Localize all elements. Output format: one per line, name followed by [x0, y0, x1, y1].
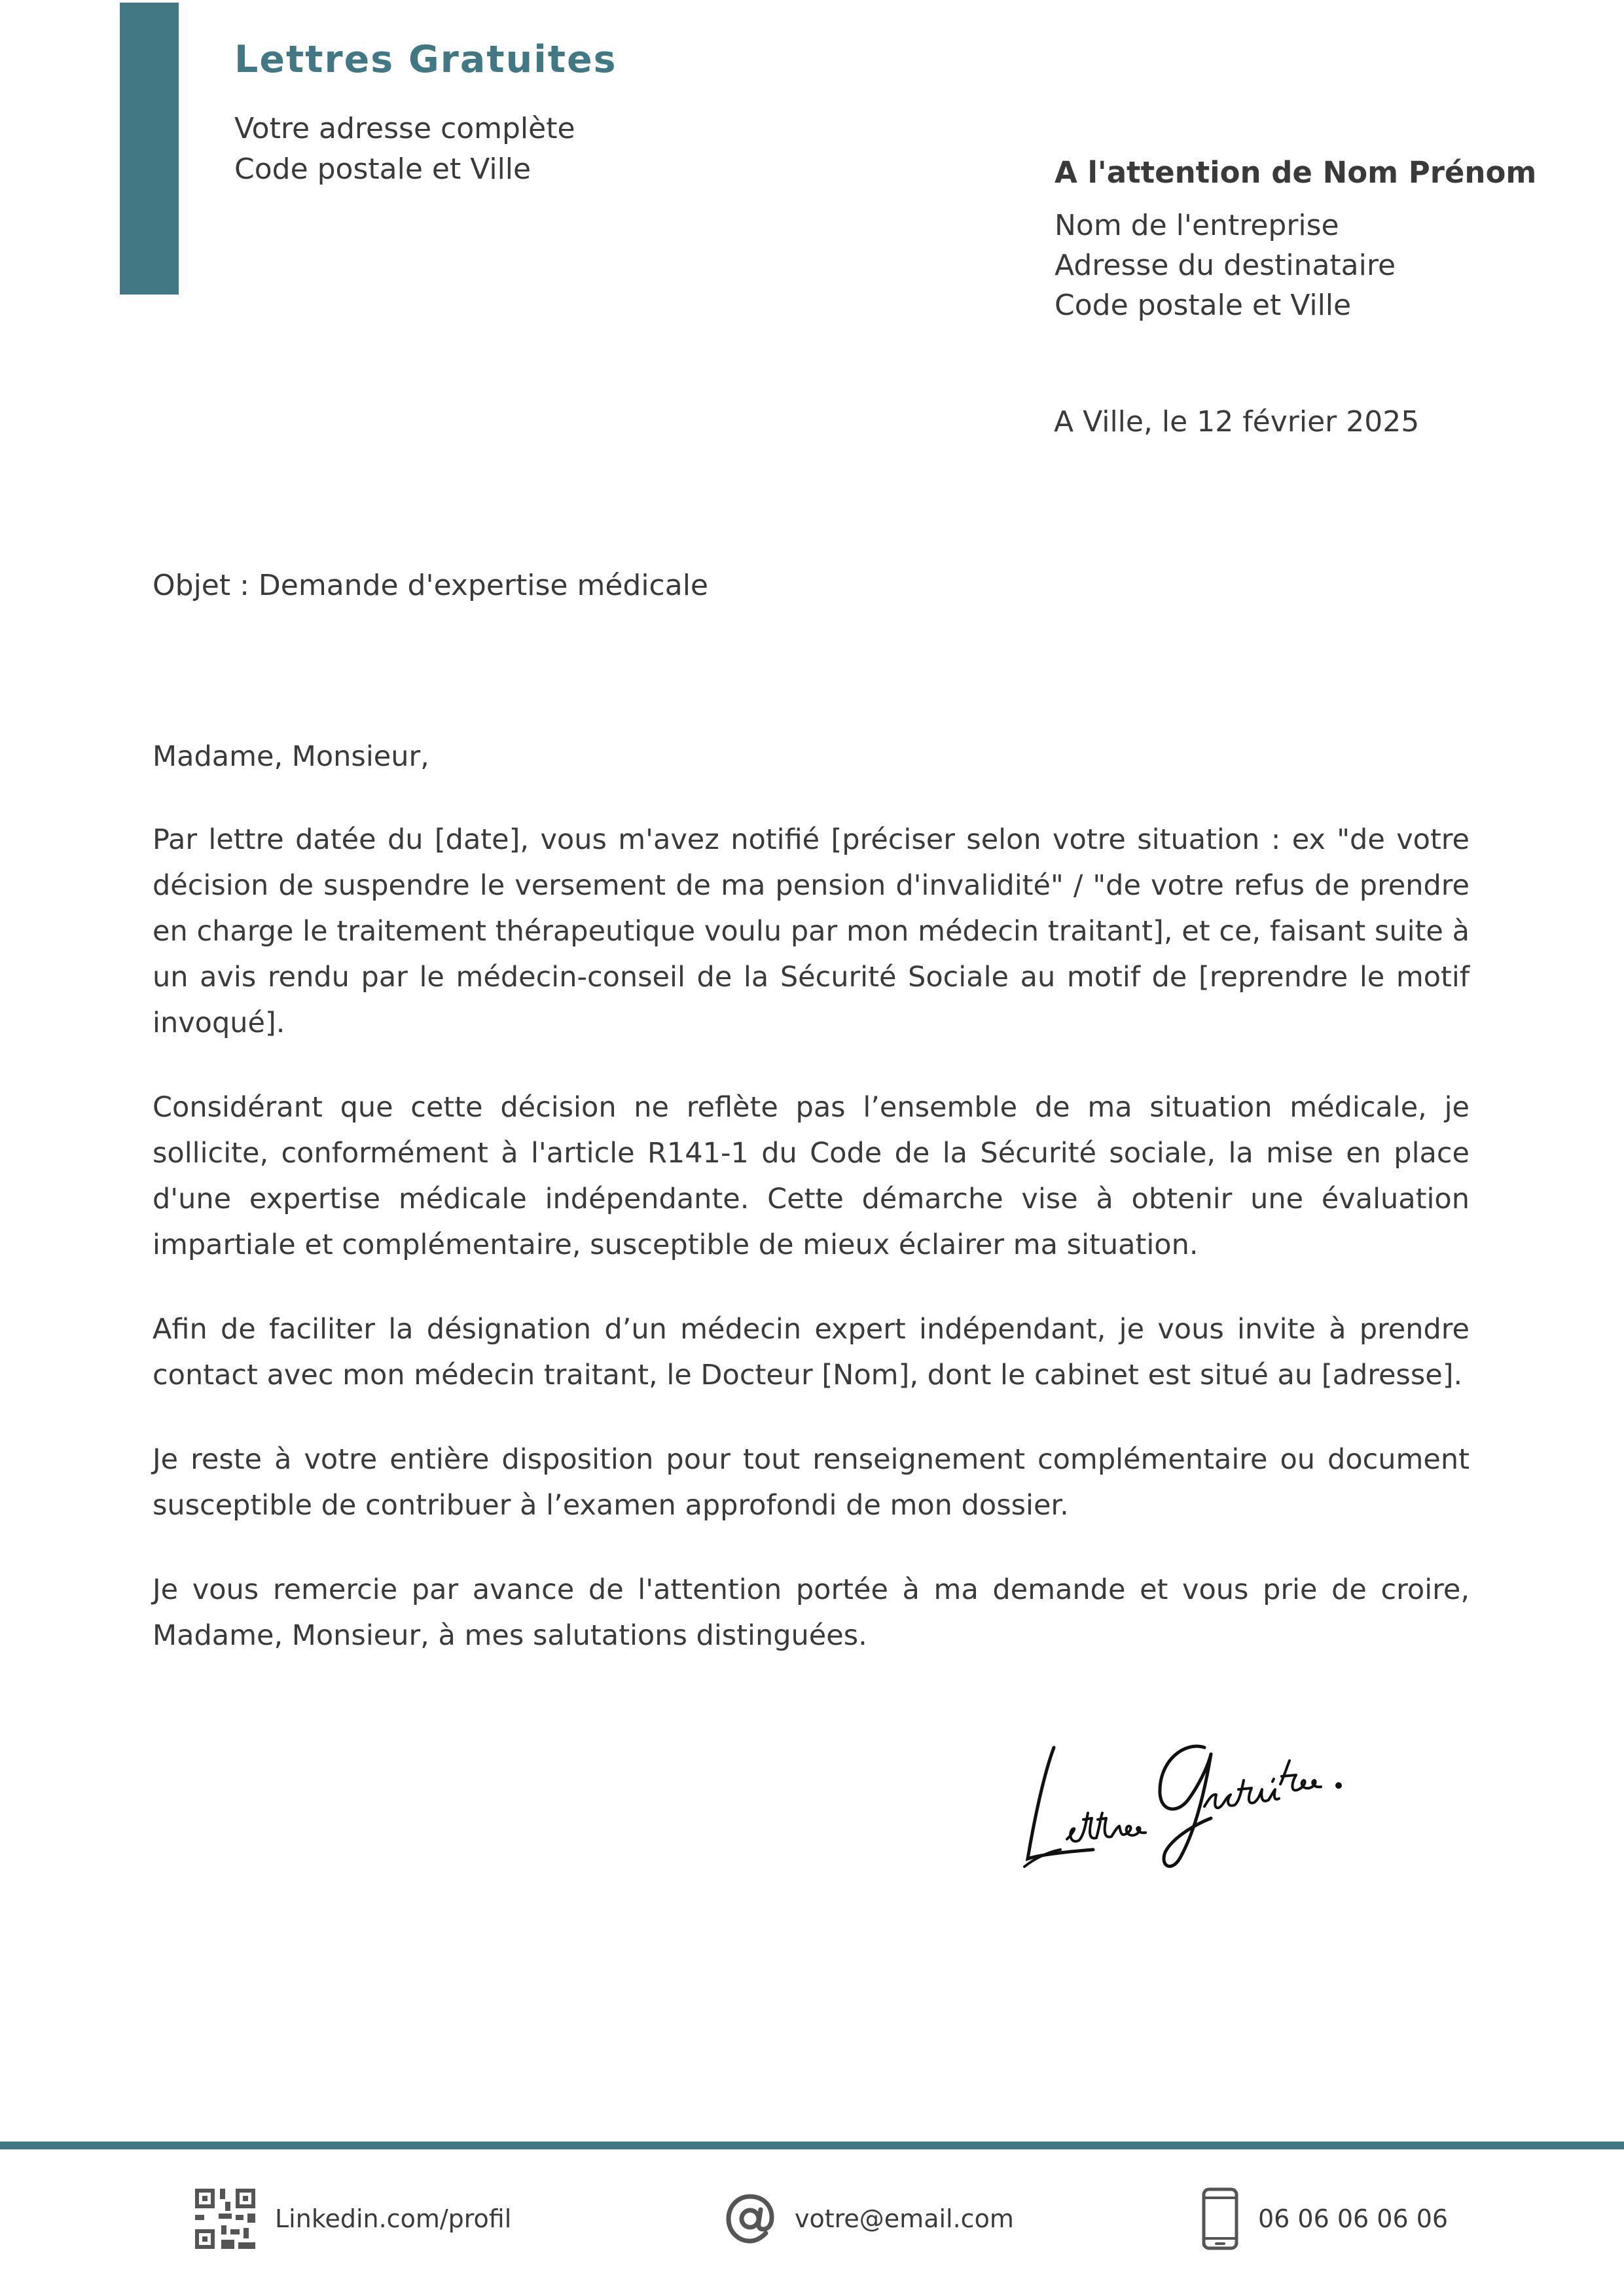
qr-code-icon [195, 2189, 255, 2249]
email-text: votre@email.com [795, 2204, 1014, 2233]
body-paragraph: Considérant que cette décision ne reflète pas l’ensemble de ma situation médicale, je sollicite, conformément à l'article R141-1 du Code de la Sécurité sociale, la mise en place d'une expertise médicale indépendante. Cette démarche vise à obtenir une évaluation impartiale et complémentaire, susceptible de mieux éclairer ma situation. [153, 1091, 1470, 1261]
sender-brand-name: Lettres Gratuites [234, 38, 617, 81]
footer-divider [0, 2142, 1624, 2149]
body-paragraph: Afin de faciliter la désignation d’un médecin expert indépendant, je vous invite à prendre contact avec mon médecin traitant, le Docteur [Nom], dont le cabinet est situé au [adresse]. [153, 1313, 1470, 1391]
recipient-company: Nom de l'entreprise [1055, 209, 1339, 242]
letter-subject: Objet : Demande d'expertise médicale [153, 569, 708, 602]
footer-phone[interactable] [1202, 2186, 1448, 2251]
linkedin-text: Linkedin.com/profil [275, 2204, 512, 2233]
sender-address-block [234, 109, 575, 190]
recipient-city: Code postale et Ville [1055, 289, 1352, 322]
letter-greeting: Madame, Monsieur, [153, 740, 429, 773]
body-paragraph: Je reste à votre entière disposition pour tout renseignement complémentaire ou document susceptible de contribuer à l’examen approfondi de mon dossier. [153, 1443, 1470, 1522]
recipient-address: Adresse du destinataire [1055, 249, 1396, 282]
mobile-phone-icon [1202, 2187, 1238, 2250]
at-sign-icon [725, 2194, 775, 2244]
recipient-block [1055, 152, 1536, 325]
sender-city-line: Code postale et Ville [234, 152, 532, 186]
sender-address-line: Votre adresse complète [234, 112, 575, 145]
footer-email[interactable] [725, 2186, 1014, 2251]
handwritten-signature [1008, 1721, 1388, 1885]
letter-body [153, 734, 1470, 1697]
letter-date: A Ville, le 12 février 2025 [1054, 405, 1420, 439]
footer-linkedin[interactable] [195, 2186, 511, 2251]
body-paragraph: Je vous remercie par avance de l'attention portée à ma demande et vous prie de croire, Madame, Monsieur, à mes salutations distinguées. [153, 1573, 1470, 1652]
recipient-attention: A l'attention de Nom Prénom [1055, 155, 1537, 190]
header-accent-bar [120, 3, 179, 295]
body-paragraph: Par lettre datée du [date], vous m'avez notifié [préciser selon votre situation : ex "de votre décision de suspendre le versement de ma pension d'invalidité" / "de votre refus de prendre en charge le traitement thérapeutique voulu par mon médecin traitant], et ce, faisant suite à un avis rendu par le médecin-conseil de la Sécurité Sociale au motif de [reprendre le motif invoqué]. [153, 823, 1470, 1039]
phone-text: 06 06 06 06 06 [1258, 2204, 1449, 2233]
